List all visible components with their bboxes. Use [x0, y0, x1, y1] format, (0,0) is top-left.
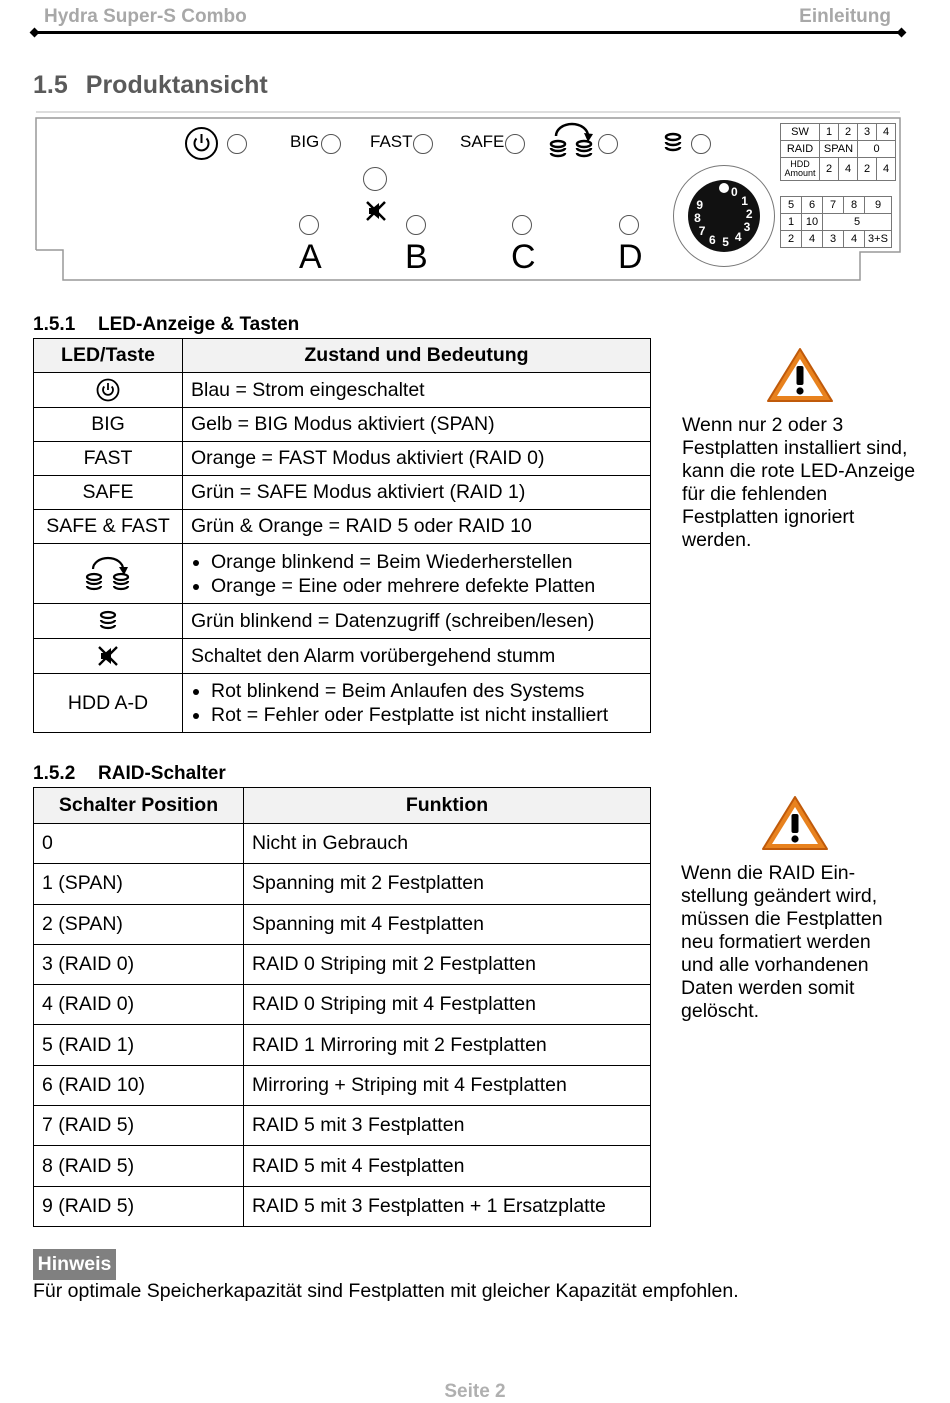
raid-position-cell: 7 (RAID 5)	[34, 1106, 244, 1146]
raid-function-cell: RAID 1 Mirroring mit 2 Festplatten	[244, 1025, 651, 1065]
table-cell: 1	[820, 124, 839, 141]
table-cell: 8	[844, 197, 865, 214]
raid-function-cell: RAID 0 Striping mit 2 Festplatten	[244, 944, 651, 984]
led-table-header-led: LED/Taste	[34, 339, 183, 373]
switch-table-bottom	[780, 196, 892, 248]
raid-position-cell: 1 (SPAN)	[34, 864, 244, 904]
disk-access-led	[691, 134, 711, 154]
dial-digit: 2	[745, 206, 753, 221]
raid-position-cell: 4 (RAID 0)	[34, 985, 244, 1025]
table-row	[34, 1106, 651, 1146]
bullet-item: • Orange = Eine oder mehrere defekte Platten	[211, 574, 642, 598]
dial-digit: 0	[730, 185, 738, 200]
table-cell: 5	[823, 214, 892, 231]
table-cell: 9	[865, 197, 892, 214]
raid-function-cell: Nicht in Gebrauch	[244, 824, 651, 864]
led-state-bullets	[183, 544, 651, 604]
header-rule	[34, 31, 904, 34]
mute-alarm-icon	[96, 644, 120, 668]
dial-pointer	[719, 183, 729, 193]
led-state-text: Gelb = BIG Modus aktiviert (SPAN)	[183, 408, 651, 442]
table-row	[34, 944, 651, 984]
raid-dial-face	[688, 180, 760, 252]
table-row	[34, 604, 651, 639]
bullet-item: • Rot = Fehler oder Festplatte ist nicht installiert	[211, 703, 642, 727]
led-name: SAFE & FAST	[34, 510, 183, 544]
mode-label-safe: SAFE	[460, 132, 505, 151]
dial-digit: 9	[696, 198, 704, 212]
disk-access-icon	[663, 132, 683, 154]
table-cell: 5	[781, 197, 802, 214]
raid-function-cell: Mirroring + Striping mit 4 Festplatten	[244, 1065, 651, 1105]
hdd-label-d: D	[618, 238, 643, 276]
table-row	[34, 476, 651, 510]
table-row	[34, 904, 651, 944]
header-chapter: Einleitung	[799, 6, 891, 27]
power-icon	[187, 129, 216, 158]
dial-digit: 7	[698, 223, 706, 238]
led-note: Wenn nur 2 oder 3 Festplatten installiert sind, kann die rote LED-Anzeige für die fehlenden Festplatten ignoriert werden.	[682, 414, 916, 551]
table-cell: SW	[781, 124, 820, 141]
table-cell: 4	[877, 158, 896, 181]
table-cell: RAID	[781, 141, 820, 158]
raid-function-cell: RAID 5 mit 4 Festplatten	[244, 1146, 651, 1186]
led-section-heading: 1.5.1 LED-Anzeige & Tasten	[33, 314, 300, 335]
table-row	[34, 510, 651, 544]
table-cell: HDD Amount	[781, 158, 820, 181]
table-cell: 4	[877, 124, 896, 141]
table-row	[34, 985, 651, 1025]
table-row	[34, 1146, 651, 1186]
warning-icon	[765, 346, 835, 404]
front-panel	[33, 110, 903, 286]
rebuild-led	[598, 134, 618, 154]
power-icon	[96, 378, 120, 402]
dial-digit: 8	[694, 211, 701, 226]
disk-access-icon	[98, 610, 118, 632]
led-table	[33, 338, 651, 733]
table-cell: 2	[820, 158, 839, 181]
header-title: Hydra Super-S Combo	[44, 6, 247, 27]
table-row	[34, 544, 651, 604]
hint-label: Hinweis	[33, 1249, 116, 1280]
raid-table	[33, 787, 651, 1227]
table-cell: 3	[858, 124, 877, 141]
table-cell: 2	[781, 231, 802, 248]
table-cell: 3	[823, 231, 844, 248]
hdd-b-led	[406, 215, 426, 235]
led-name: HDD A-D	[34, 674, 183, 733]
led-state-bullets	[183, 674, 651, 733]
table-cell: 3+S	[865, 231, 892, 248]
led-name: BIG	[34, 408, 183, 442]
dial-digit: 4	[734, 230, 742, 245]
raid-function-cell: Spanning mit 4 Festplatten	[244, 904, 651, 944]
hdd-c-led	[512, 215, 532, 235]
mode-label-fast: FAST	[370, 132, 413, 151]
dial-digit: 5	[722, 234, 729, 249]
led-state-text: Grün = SAFE Modus aktiviert (RAID 1)	[183, 476, 651, 510]
rebuild-icon	[84, 555, 132, 593]
raid-position-cell: 0	[34, 824, 244, 864]
raid-table-header-function: Funktion	[244, 788, 651, 824]
table-row	[34, 1186, 651, 1226]
table-row	[34, 373, 651, 408]
hdd-label-a: A	[299, 238, 322, 276]
mode-label-big: BIG	[290, 132, 320, 151]
rebuild-icon	[548, 120, 596, 162]
bullet-item: • Rot blinkend = Beim Anlaufen des Systems	[211, 679, 642, 703]
led-cell-mute	[34, 639, 183, 674]
power-button[interactable]	[185, 127, 218, 160]
table-row	[34, 639, 651, 674]
raid-function-cell: RAID 5 mit 3 Festplatten	[244, 1106, 651, 1146]
section-title: 1.5 Produktansicht	[33, 71, 268, 99]
led-state-text: Schaltet den Alarm vorübergehend stumm	[183, 639, 651, 674]
led-state-text: Orange = FAST Modus aktiviert (RAID 0)	[183, 442, 651, 476]
led-cell-disk	[34, 604, 183, 639]
table-row	[34, 674, 651, 733]
raid-dial[interactable]	[673, 165, 775, 267]
led-state-text: Grün & Orange = RAID 5 oder RAID 10	[183, 510, 651, 544]
hdd-d-led	[619, 215, 639, 235]
table-row	[34, 408, 651, 442]
bullet-item: • Orange blinkend = Beim Wiederherstellen	[211, 550, 642, 574]
switch-table-top	[780, 123, 896, 181]
raid-position-cell: 8 (RAID 5)	[34, 1146, 244, 1186]
table-cell: 2	[858, 158, 877, 181]
hint-text: Für optimale Speicherkapazität sind Festplatten mit gleicher Kapazität empfohlen.	[33, 1280, 739, 1302]
table-row	[34, 1025, 651, 1065]
table-cell: 6	[802, 197, 823, 214]
page-number: Seite 2	[444, 1381, 506, 1402]
raid-note: Wenn die RAID Ein-stellung geändert wird, müssen die Festplatten neu formatiert werden und alle vorhandenen Daten werden somit gelöscht.	[681, 862, 883, 1022]
led-name: SAFE	[34, 476, 183, 510]
table-row	[34, 442, 651, 476]
fast-led	[413, 134, 433, 154]
led-state-text: Blau = Strom eingeschaltet	[183, 373, 651, 408]
mute-button[interactable]	[363, 167, 387, 191]
raid-table-header-position: Schalter Position	[34, 788, 244, 824]
table-cell: 0	[858, 141, 896, 158]
big-led	[321, 134, 341, 154]
raid-position-cell: 6 (RAID 10)	[34, 1065, 244, 1105]
dial-digit: 3	[743, 219, 751, 234]
led-cell-power	[34, 373, 183, 408]
table-cell: 1	[781, 214, 802, 231]
dial-digit: 6	[709, 232, 716, 247]
rule-end-mark	[897, 28, 907, 38]
hdd-a-led	[299, 215, 319, 235]
raid-section-heading: 1.5.2 RAID-Schalter	[33, 763, 226, 784]
raid-table-body	[34, 824, 651, 1227]
safe-led	[505, 134, 525, 154]
power-led	[227, 134, 247, 154]
hdd-label-c: C	[511, 238, 536, 276]
table-cell: SPAN	[820, 141, 858, 158]
table-cell: 4	[839, 158, 858, 181]
table-cell: 10	[802, 214, 823, 231]
table-cell: 7	[823, 197, 844, 214]
raid-position-cell: 2 (SPAN)	[34, 904, 244, 944]
table-cell: 4	[844, 231, 865, 248]
warning-icon	[760, 794, 830, 852]
dial-digit: 1	[741, 194, 748, 209]
led-state-text: Grün blinkend = Datenzugriff (schreiben/lesen)	[183, 604, 651, 639]
mute-alarm-icon	[365, 200, 387, 222]
table-row	[34, 824, 651, 864]
raid-position-cell: 5 (RAID 1)	[34, 1025, 244, 1065]
hdd-label-b: B	[405, 238, 428, 276]
raid-position-cell: 9 (RAID 5)	[34, 1186, 244, 1226]
table-row	[34, 1065, 651, 1105]
raid-function-cell: RAID 5 mit 3 Festplatten + 1 Ersatzplatte	[244, 1186, 651, 1226]
raid-function-cell: RAID 0 Striping mit 4 Festplatten	[244, 985, 651, 1025]
led-name: FAST	[34, 442, 183, 476]
led-cell-rebuild	[34, 544, 183, 604]
table-cell: 4	[802, 231, 823, 248]
led-table-header-state: Zustand und Bedeutung	[183, 339, 651, 373]
table-row	[34, 864, 651, 904]
raid-function-cell: Spanning mit 2 Festplatten	[244, 864, 651, 904]
raid-position-cell: 3 (RAID 0)	[34, 944, 244, 984]
table-cell: 2	[839, 124, 858, 141]
